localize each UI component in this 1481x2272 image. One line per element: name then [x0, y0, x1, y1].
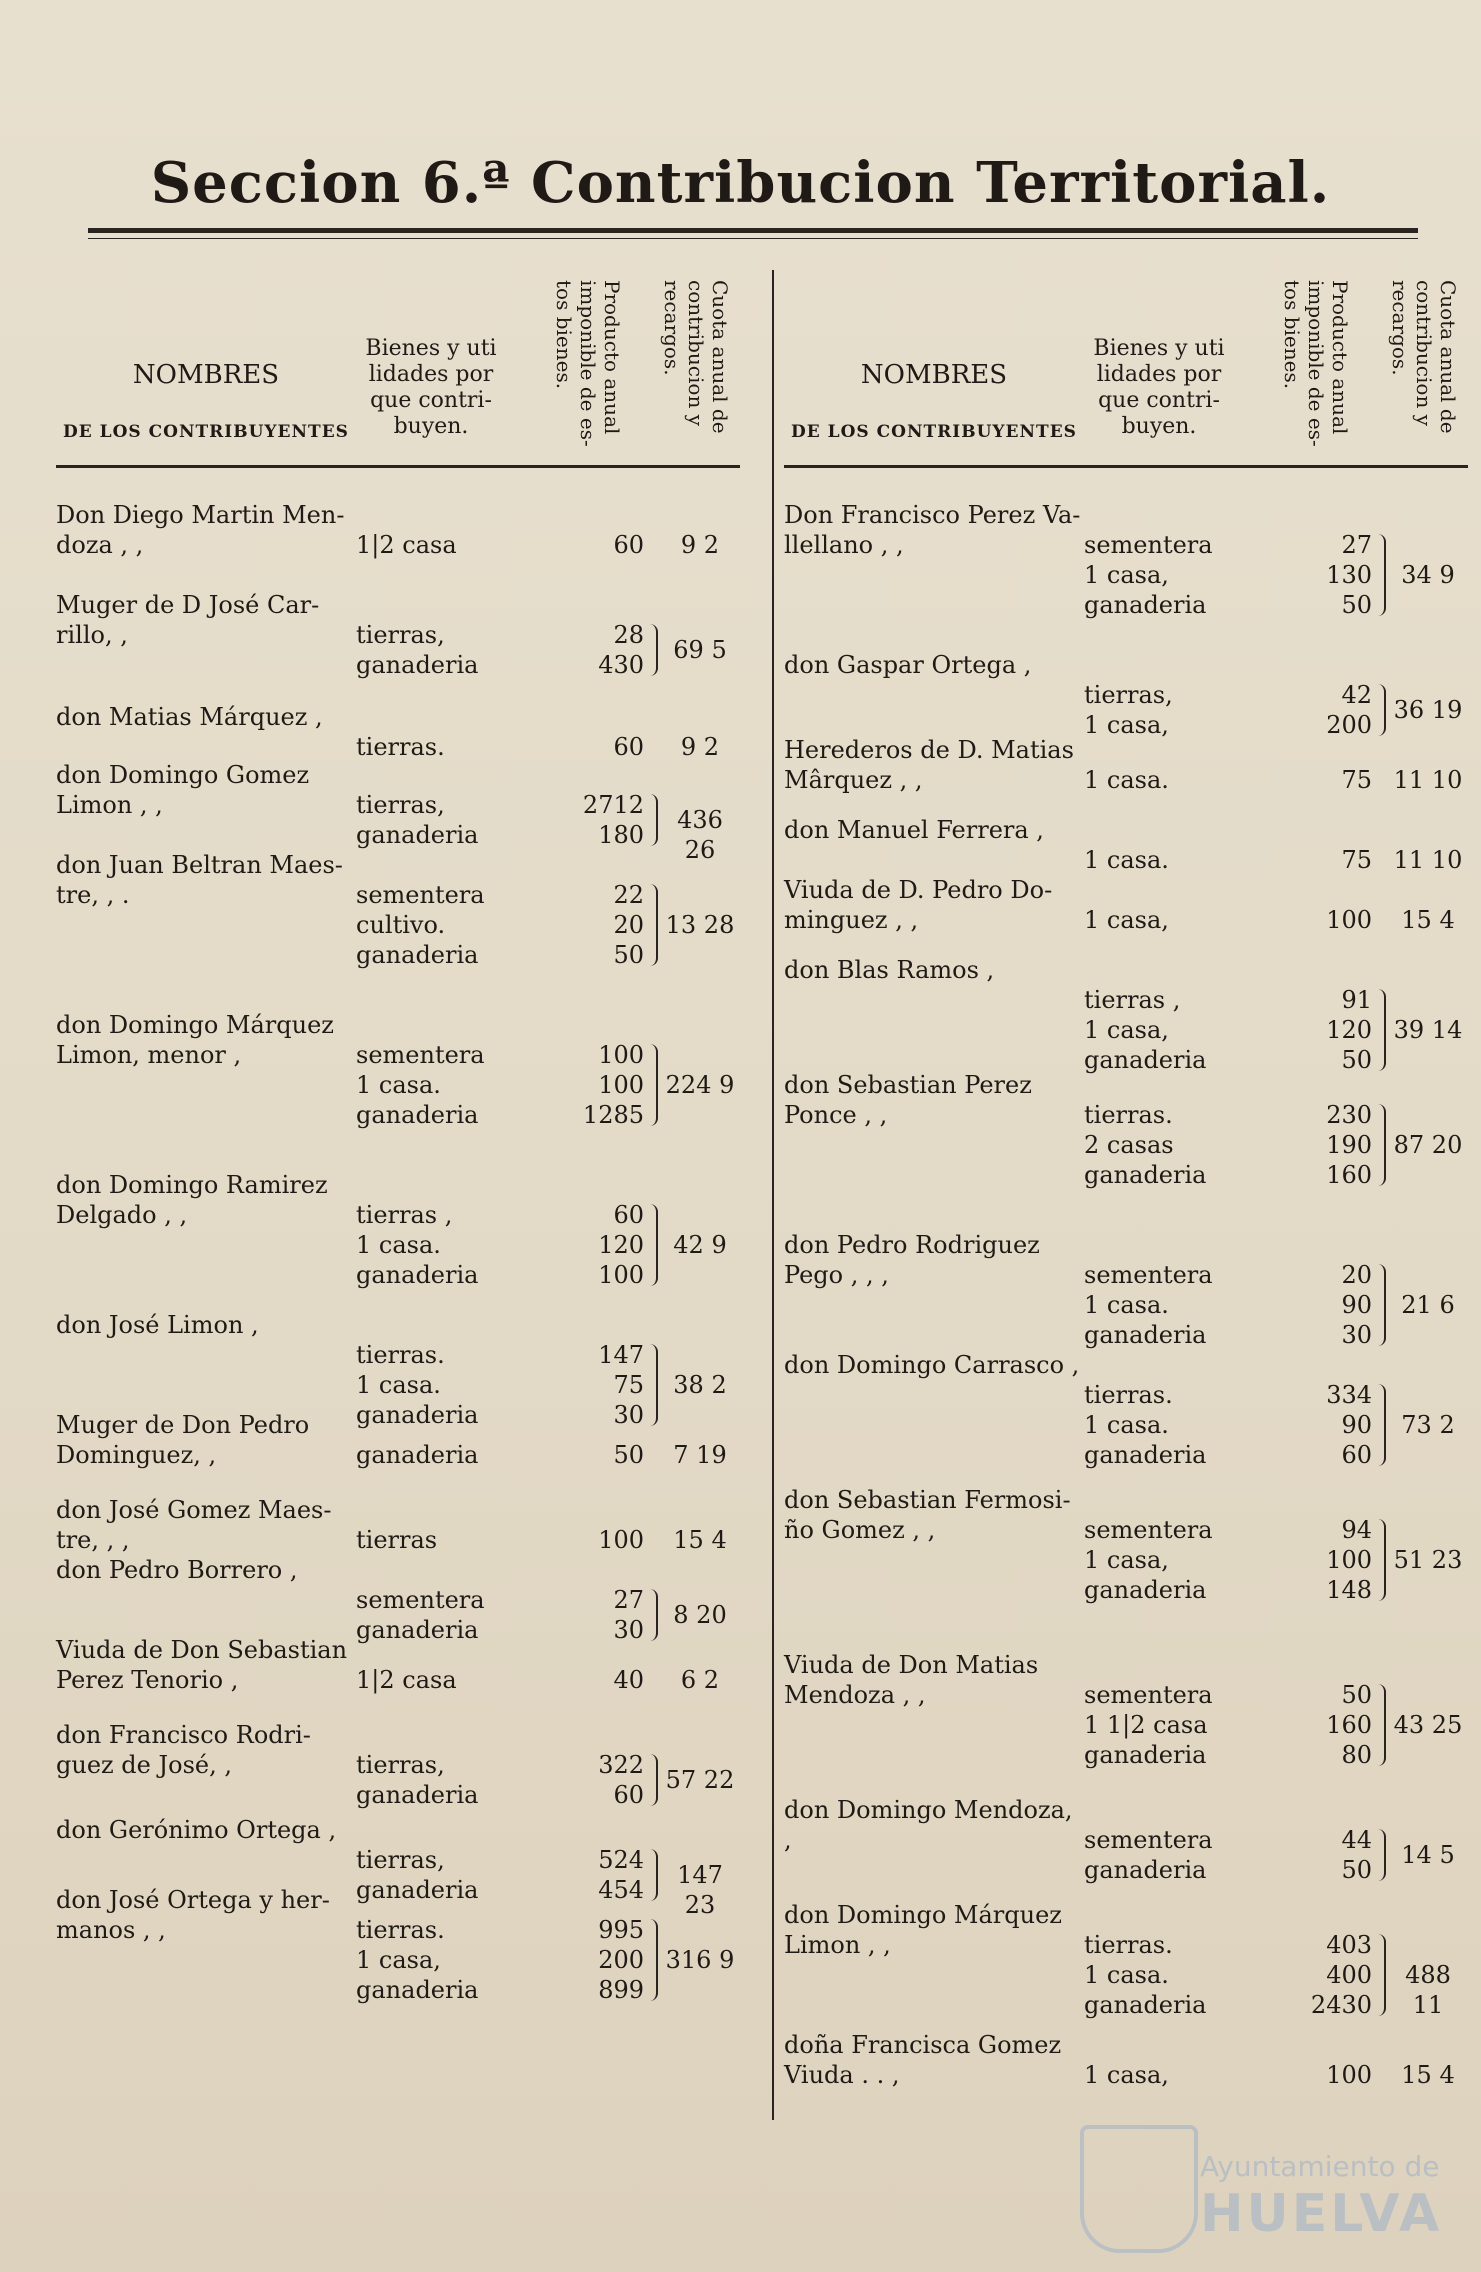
producto-values	[1264, 1260, 1384, 1350]
producto-values	[1264, 765, 1384, 795]
contributor-name: don Pedro Rodriguez Pego , , ,	[784, 1231, 1040, 1289]
producto-values	[536, 880, 656, 970]
producto-value: 30	[613, 1616, 644, 1644]
bienes-item: ganaderia	[356, 1781, 479, 1809]
contributor-name: Don Francisco Perez Va- llellano , ,	[784, 501, 1081, 559]
producto-value: 160	[1326, 1711, 1372, 1739]
producto-value: 90	[1341, 1411, 1372, 1439]
bienes-item: sementera	[1084, 1826, 1213, 1854]
cuota-value: 43 25	[1393, 1711, 1463, 1739]
bienes-item: 1|2 casa	[356, 1666, 457, 1694]
brace-mark	[648, 1849, 658, 1901]
cuota-value: 11 10	[1393, 846, 1463, 874]
bienes-item: ganaderia	[356, 1261, 479, 1289]
producto-value: 40	[613, 1666, 644, 1694]
header-nombres-sub: DE LOS CONTRIBUYENTES	[791, 422, 1077, 442]
producto-values	[1264, 1100, 1384, 1190]
producto-values	[536, 1340, 656, 1430]
producto-value: 80	[1341, 1741, 1372, 1769]
contributor-name: don Domingo Gomez Limon , ,	[56, 761, 310, 819]
producto-value: 200	[1326, 711, 1372, 739]
bienes-list	[356, 1750, 536, 1810]
bienes-item: 1 1|2 casa	[1084, 1711, 1208, 1739]
brace-mark	[648, 1044, 658, 1126]
bienes-item: sementera	[356, 1041, 485, 1069]
producto-value: 100	[1326, 1546, 1372, 1574]
brace-mark	[648, 794, 658, 846]
bienes-item: ganaderia	[356, 1441, 479, 1469]
bienes-item: 2 casas	[1084, 1131, 1174, 1159]
header-bienes: Bienes y uti lidades por que contri- buyen.	[1093, 336, 1225, 439]
header-nombres: NOMBRES	[132, 360, 280, 390]
producto-values	[536, 530, 656, 560]
producto-value: 322	[598, 1751, 644, 1779]
bienes-item: sementera	[1084, 531, 1213, 559]
contributor-name: don Pedro Borrero ,	[56, 1556, 298, 1584]
bienes-list	[356, 1440, 536, 1470]
brace-mark	[1376, 1384, 1386, 1466]
cuota-value: 7 19	[673, 1441, 727, 1469]
producto-value: 100	[598, 1526, 644, 1554]
producto-values	[536, 1040, 656, 1130]
producto-values	[1264, 1380, 1384, 1470]
cuota-value: 15 4	[673, 1526, 727, 1554]
right-table	[784, 260, 1468, 2140]
cuota-value: 39 14	[1393, 1016, 1463, 1044]
bienes-item: ganaderia	[1084, 1441, 1207, 1469]
contributor-name: Viuda de Don Matias Mendoza , ,	[784, 1651, 1039, 1709]
producto-values	[536, 620, 656, 680]
contributor-name: Viuda de Don Sebastian Perez Tenorio ,	[56, 1636, 348, 1694]
producto-value: 60	[613, 1201, 644, 1229]
bienes-item: ganaderia	[1084, 1991, 1207, 2019]
bienes-item: 1 casa,	[1084, 2061, 1169, 2089]
bienes-list	[356, 1915, 536, 2005]
producto-value: 75	[1341, 846, 1372, 874]
producto-value: 60	[613, 733, 644, 761]
producto-values	[536, 1440, 656, 1470]
cuota-value: 147 23	[677, 1861, 723, 1919]
bienes-item: tierras.	[1084, 1381, 1173, 1409]
producto-value: 50	[1341, 1681, 1372, 1709]
bienes-item: 1 casa.	[1084, 1291, 1169, 1319]
producto-values	[1264, 530, 1384, 620]
watermark-line2: HUELVA	[1200, 2184, 1443, 2244]
bienes-item: 1 casa,	[1084, 561, 1169, 589]
shield-icon	[1080, 2125, 1198, 2253]
bienes-list	[1084, 905, 1264, 935]
left-table	[56, 260, 740, 2140]
column-separator	[772, 270, 774, 2120]
producto-values	[1264, 985, 1384, 1075]
bienes-item: tierras.	[1084, 1931, 1173, 1959]
producto-values	[1264, 845, 1384, 875]
producto-values	[536, 1200, 656, 1290]
producto-value: 160	[1326, 1161, 1372, 1189]
bienes-item: ganaderia	[356, 821, 479, 849]
brace-mark	[1376, 684, 1386, 736]
header-producto: Producto anual imponible de es- tos bienes.	[552, 280, 624, 447]
producto-values	[1264, 1515, 1384, 1605]
bienes-item: 1 casa,	[1084, 1546, 1169, 1574]
contributor-name: don Manuel Ferrera ,	[784, 816, 1044, 844]
bienes-list	[1084, 1680, 1264, 1770]
producto-values	[536, 1915, 656, 2005]
producto-value: 524	[598, 1846, 644, 1874]
bienes-list	[1084, 1515, 1264, 1605]
bienes-list	[1084, 1100, 1264, 1190]
bienes-item: ganaderia	[356, 651, 479, 679]
contributor-name: don Domingo Márquez Limon, menor ,	[56, 1011, 334, 1069]
producto-value: 2430	[1310, 1991, 1372, 2019]
bienes-item: sementera	[1084, 1516, 1213, 1544]
cuota-value: 42 9	[673, 1231, 727, 1259]
contributor-name: don Domingo Márquez Limon , ,	[784, 1901, 1062, 1959]
cuota-value: 34 9	[1401, 561, 1455, 589]
producto-value: 94	[1341, 1516, 1372, 1544]
producto-value: 50	[1341, 591, 1372, 619]
brace-mark	[648, 1754, 658, 1806]
producto-value: 180	[598, 821, 644, 849]
bienes-list	[1084, 1930, 1264, 2020]
watermark-logo	[1080, 2120, 1450, 2260]
contributor-name: Viuda de D. Pedro Do- minguez , ,	[784, 876, 1053, 934]
contributor-name: don Sebastian Perez Ponce , ,	[784, 1071, 1032, 1129]
contributor-name: Herederos de D. Matias Mârquez , ,	[784, 736, 1074, 794]
cuota-value: 9 2	[680, 733, 720, 761]
brace-mark	[648, 1344, 658, 1426]
bienes-item: ganaderia	[1084, 1161, 1207, 1189]
bienes-item: ganaderia	[356, 941, 479, 969]
cuota-value: 13 28	[665, 911, 735, 939]
producto-value: 60	[1341, 1441, 1372, 1469]
producto-value: 200	[598, 1946, 644, 1974]
producto-value: 91	[1341, 986, 1372, 1014]
producto-value: 30	[1341, 1321, 1372, 1349]
cuota-value: 436 26	[677, 806, 723, 864]
bienes-list	[356, 620, 536, 680]
header-producto: Producto anual imponible de es- tos bienes.	[1280, 280, 1352, 447]
contributor-name: don Sebastian Fermosi- ño Gomez , ,	[784, 1486, 1071, 1544]
bienes-list	[1084, 765, 1264, 795]
producto-value: 27	[1341, 531, 1372, 559]
producto-value: 75	[1341, 766, 1372, 794]
producto-value: 430	[598, 651, 644, 679]
header-rule	[56, 465, 740, 468]
producto-values	[1264, 2060, 1384, 2090]
producto-value: 130	[1326, 561, 1372, 589]
producto-values	[1264, 1825, 1384, 1885]
bienes-item: tierras.	[1084, 1101, 1173, 1129]
producto-value: 2712	[582, 791, 644, 819]
producto-value: 50	[1341, 1046, 1372, 1074]
bienes-item: cultivo.	[356, 911, 446, 939]
header-rule	[784, 465, 1468, 468]
brace-mark	[1376, 534, 1386, 616]
watermark-line1: Ayuntamiento de	[1200, 2150, 1440, 2183]
bienes-item: 1 casa.	[356, 1231, 441, 1259]
producto-values	[536, 1665, 656, 1695]
cuota-value: 21 6	[1401, 1291, 1455, 1319]
producto-value: 100	[598, 1261, 644, 1289]
bienes-list	[356, 1665, 536, 1695]
bienes-list	[356, 1040, 536, 1130]
bienes-item: 1 casa,	[1084, 906, 1169, 934]
cuota-value: 69 5	[673, 636, 727, 664]
producto-value: 20	[613, 911, 644, 939]
contributor-name: Don Diego Martin Men- doza , ,	[56, 501, 345, 559]
header-nombres-sub: DE LOS CONTRIBUYENTES	[63, 422, 349, 442]
contributor-name: don Domingo Mendoza, ,	[784, 1796, 1073, 1854]
producto-value: 22	[613, 881, 644, 909]
cuota-value: 51 23	[1393, 1546, 1463, 1574]
cuota-value: 36 19	[1393, 696, 1463, 724]
bienes-item: ganaderia	[1084, 1856, 1207, 1884]
header-nombres: NOMBRES	[860, 360, 1008, 390]
cuota-value: 57 22	[665, 1766, 735, 1794]
bienes-list	[356, 880, 536, 970]
bienes-list	[1084, 1825, 1264, 1885]
bienes-item: 1 casa.	[1084, 1411, 1169, 1439]
bienes-item: sementera	[1084, 1681, 1213, 1709]
contributor-name: don Francisco Rodri- guez de José, ,	[56, 1721, 311, 1779]
contributor-name: don José Gomez Maes- tre, , ,	[56, 1496, 332, 1554]
bienes-list	[1084, 680, 1264, 740]
producto-value: 100	[598, 1071, 644, 1099]
producto-value: 100	[1326, 2061, 1372, 2089]
bienes-list	[356, 1585, 536, 1645]
producto-values	[1264, 1930, 1384, 2020]
contributor-name: don Juan Beltran Maes- tre, , .	[56, 851, 343, 909]
brace-mark	[648, 1919, 658, 2001]
cuota-value: 15 4	[1401, 906, 1455, 934]
brace-mark	[1376, 1104, 1386, 1186]
producto-value: 60	[613, 531, 644, 559]
cuota-value: 15 4	[1401, 2061, 1455, 2089]
bienes-item: tierras,	[1084, 681, 1173, 709]
bienes-item: ganaderia	[1084, 1741, 1207, 1769]
bienes-item: tierras.	[356, 1341, 445, 1369]
bienes-item: tierras ,	[1084, 986, 1181, 1014]
bienes-list	[1084, 2060, 1264, 2090]
producto-values	[536, 790, 656, 850]
bienes-list	[356, 1200, 536, 1290]
brace-mark	[648, 1589, 658, 1641]
cuota-value: 11 10	[1393, 766, 1463, 794]
cuota-value: 6 2	[680, 1666, 720, 1694]
producto-values	[1264, 905, 1384, 935]
bienes-item: tierras.	[356, 1916, 445, 1944]
producto-value: 334	[1326, 1381, 1372, 1409]
producto-value: 44	[1341, 1826, 1372, 1854]
brace-mark	[1376, 1684, 1386, 1766]
bienes-item: ganaderia	[356, 1876, 479, 1904]
bienes-list	[1084, 985, 1264, 1075]
bienes-list	[1084, 1260, 1264, 1350]
bienes-item: tierras,	[356, 1751, 445, 1779]
title-rule	[88, 228, 1418, 233]
contributor-name: Muger de Don Pedro Dominguez, ,	[56, 1411, 310, 1469]
producto-value: 454	[598, 1876, 644, 1904]
producto-values	[536, 1525, 656, 1555]
producto-value: 120	[598, 1231, 644, 1259]
producto-value: 230	[1326, 1101, 1372, 1129]
bienes-item: 1 casa.	[356, 1071, 441, 1099]
producto-value: 28	[613, 621, 644, 649]
bienes-item: ganaderia	[356, 1616, 479, 1644]
producto-value: 147	[598, 1341, 644, 1369]
producto-value: 190	[1326, 1131, 1372, 1159]
brace-mark	[1376, 1934, 1386, 2016]
producto-value: 60	[613, 1781, 644, 1809]
cuota-value: 73 2	[1401, 1411, 1455, 1439]
producto-values	[1264, 680, 1384, 740]
producto-value: 403	[1326, 1931, 1372, 1959]
producto-value: 1285	[582, 1101, 644, 1129]
bienes-item: sementera	[356, 1586, 485, 1614]
bienes-list	[356, 732, 536, 762]
bienes-item: tierras,	[356, 791, 445, 819]
bienes-item: tierras.	[356, 733, 445, 761]
bienes-item: 1 casa,	[356, 1946, 441, 1974]
header-bienes: Bienes y uti lidades por que contri- buyen.	[365, 336, 497, 439]
bienes-item: 1 casa.	[1084, 766, 1169, 794]
cuota-value: 38 2	[673, 1371, 727, 1399]
brace-mark	[1376, 989, 1386, 1071]
producto-value: 27	[613, 1586, 644, 1614]
brace-mark	[648, 624, 658, 676]
producto-value: 50	[613, 941, 644, 969]
bienes-item: 1 casa.	[356, 1371, 441, 1399]
producto-values	[1264, 1680, 1384, 1770]
bienes-item: ganaderia	[356, 1401, 479, 1429]
contributor-name: don Matias Márquez ,	[56, 703, 323, 731]
contributor-name: doña Francisca Gomez Viuda . . ,	[784, 2031, 1062, 2089]
contributor-name: don José Limon ,	[56, 1311, 259, 1339]
bienes-item: 1|2 casa	[356, 531, 457, 559]
producto-value: 899	[598, 1976, 644, 2004]
producto-values	[536, 1585, 656, 1645]
bienes-list	[356, 790, 536, 850]
bienes-item: ganaderia	[356, 1976, 479, 2004]
bienes-list	[356, 1340, 536, 1430]
producto-value: 100	[1326, 906, 1372, 934]
producto-value: 400	[1326, 1961, 1372, 1989]
brace-mark	[648, 1204, 658, 1286]
bienes-item: ganaderia	[1084, 591, 1207, 619]
bienes-list	[1084, 845, 1264, 875]
contributor-name: don Gaspar Ortega ,	[784, 651, 1032, 679]
bienes-item: tierras	[356, 1526, 438, 1554]
contributor-name: don Blas Ramos ,	[784, 956, 995, 984]
brace-mark	[1376, 1829, 1386, 1881]
producto-values	[536, 732, 656, 762]
cuota-value: 9 2	[680, 531, 720, 559]
page-title: Seccion 6.ª Contribucion Territorial.	[150, 150, 1331, 216]
bienes-item: 1 casa,	[1084, 1016, 1169, 1044]
cuota-value: 224 9	[665, 1071, 735, 1099]
bienes-item: ganaderia	[1084, 1046, 1207, 1074]
bienes-item: 1 casa.	[1084, 846, 1169, 874]
bienes-list	[1084, 1380, 1264, 1470]
bienes-list	[356, 1525, 536, 1555]
producto-value: 20	[1341, 1261, 1372, 1289]
producto-value: 50	[1341, 1856, 1372, 1884]
cuota-value: 14 5	[1401, 1841, 1455, 1869]
producto-value: 120	[1326, 1016, 1372, 1044]
bienes-item: tierras,	[356, 621, 445, 649]
bienes-item: tierras ,	[356, 1201, 453, 1229]
header-cuota: Cuota anual de contribucion y recargos.	[660, 280, 732, 434]
producto-value: 148	[1326, 1576, 1372, 1604]
producto-value: 100	[598, 1041, 644, 1069]
producto-value: 42	[1341, 681, 1372, 709]
bienes-item: 1 casa.	[1084, 1961, 1169, 1989]
contributor-name: don Domingo Ramirez Delgado , ,	[56, 1171, 328, 1229]
bienes-item: ganaderia	[1084, 1576, 1207, 1604]
header-cuota: Cuota anual de contribucion y recargos.	[1388, 280, 1460, 434]
table-header	[56, 260, 740, 470]
bienes-list	[356, 1845, 536, 1905]
bienes-list	[356, 530, 536, 560]
bienes-item: ganaderia	[1084, 1321, 1207, 1349]
brace-mark	[1376, 1519, 1386, 1601]
cuota-value: 316 9	[665, 1946, 735, 1974]
contributor-name: don Domingo Carrasco ,	[784, 1351, 1080, 1379]
bienes-item: tierras,	[356, 1846, 445, 1874]
table-header	[784, 260, 1468, 470]
contributor-name: Muger de D José Car- rillo, ,	[56, 591, 320, 649]
producto-value: 90	[1341, 1291, 1372, 1319]
producto-value: 75	[613, 1371, 644, 1399]
producto-value: 30	[613, 1401, 644, 1429]
cuota-value: 8 20	[673, 1601, 727, 1629]
title-rule-thin	[88, 238, 1418, 239]
producto-values	[536, 1750, 656, 1810]
bienes-item: sementera	[356, 881, 485, 909]
producto-value: 995	[598, 1916, 644, 1944]
brace-mark	[1376, 1264, 1386, 1346]
bienes-list	[1084, 530, 1264, 620]
producto-value: 50	[613, 1441, 644, 1469]
cuota-value: 488 11	[1405, 1961, 1451, 2019]
cuota-value: 87 20	[1393, 1131, 1463, 1159]
producto-values	[536, 1845, 656, 1905]
contributor-name: don Gerónimo Ortega ,	[56, 1816, 337, 1844]
bienes-item: sementera	[1084, 1261, 1213, 1289]
bienes-item: ganaderia	[356, 1101, 479, 1129]
bienes-item: 1 casa,	[1084, 711, 1169, 739]
contributor-name: don José Ortega y her- manos , ,	[56, 1886, 330, 1944]
brace-mark	[648, 884, 658, 966]
